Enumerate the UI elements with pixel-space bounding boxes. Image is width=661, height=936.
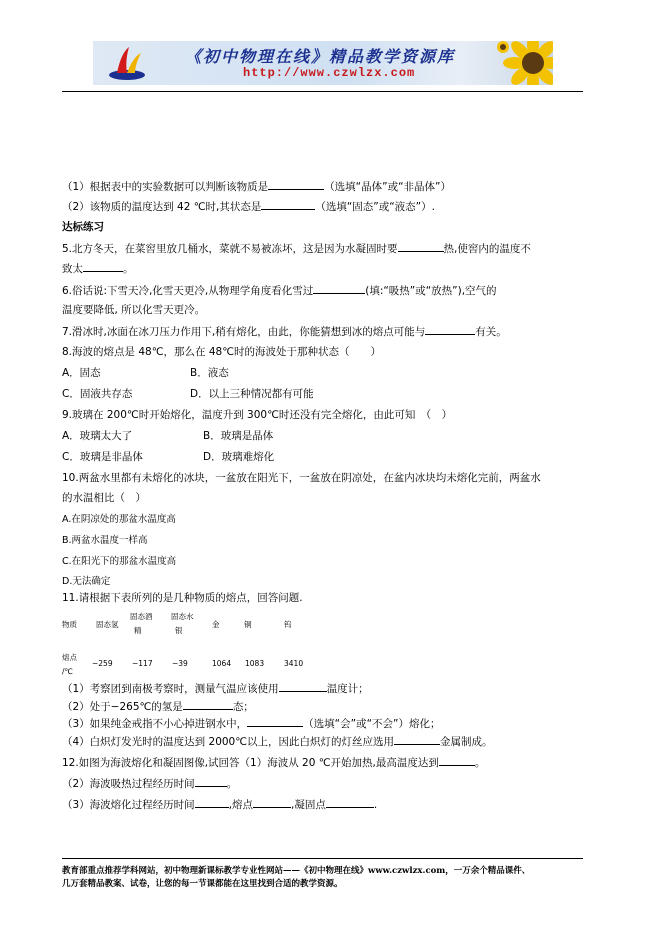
question-12: 12.如图为海波熔化和凝固图像,试回答（1）海波从 20 ℃开始加热,最高温度达到 。 — [62, 757, 486, 769]
site-logo-icon — [107, 43, 147, 83]
table-header-mercury: 固态水 — [171, 612, 194, 621]
q8-option-a: A．固态 — [62, 367, 101, 379]
table-row-unit: /℃ — [62, 667, 73, 676]
question-10: 10.两盆水里都有未熔化的冰块，一盆放在阳光下，一盆放在阴凉处，在盆内冰块均未熔化完前，两盆水 — [62, 472, 541, 484]
q9-option-d: D．玻璃难熔化 — [203, 451, 275, 463]
banner-url: http://www.czwlzx.com — [243, 66, 416, 80]
table-header-alcohol-sub: 精 — [134, 626, 142, 635]
table-cell-gold: 1064 — [212, 659, 232, 668]
q9-option-a: A．玻璃太大了 — [62, 430, 133, 442]
header-rule — [62, 91, 583, 92]
q-part2: （2）该物质的温度达到 42 ℃时,其状态是 （选填“固态”或“液态”）. — [62, 201, 435, 213]
question-5: 5.北方冬天，在菜窖里放几桶水，菜就不易被冻坏，这是因为水凝固时要 热,使窖内的温度不 — [62, 243, 531, 255]
q8-option-c: C．固液共存态 — [62, 388, 133, 400]
q10-option-b: B.两盆水温度一样高 — [62, 535, 148, 546]
q12-part3: （3）海波熔化过程经历时间 ,熔点 ,凝固点 . — [62, 799, 378, 811]
table-header-copper: 铜 — [244, 620, 252, 629]
q11-part1: （1）考察团到南极考察时，测量气温应该使用 温度计； — [62, 683, 369, 695]
q10-option-a: A.在阴凉处的那盆水温度高 — [62, 514, 176, 525]
table-header-substance: 物质 — [62, 620, 77, 629]
question-5-cont: 致太 。 — [62, 263, 134, 275]
q11-part3: （3）如果纯金戒指不小心掉进钢水中， （选填“会”或“不会”）熔化； — [62, 718, 441, 730]
question-6-cont: 温度要降低, 所以化雪天更冷。 — [62, 304, 206, 316]
footer-rule — [62, 858, 583, 859]
section-heading: 达标练习 — [62, 221, 104, 233]
table-cell-hydrogen: −259 — [92, 659, 113, 668]
table-header-hydrogen: 固态氢 — [96, 620, 119, 629]
question-10-cont: 的水温相比（ ） — [62, 492, 146, 504]
question-8: 8.海波的熔点是 48℃，那么在 48℃时的海波处于那种状态（ ） — [62, 346, 381, 358]
q8-option-d: D．以上三种情况都有可能 — [190, 388, 314, 400]
footer-line-1: 教育部重点推荐学科网站，初中物理新课标教学专业性网站——《初中物理在线》www.czwlzx.com，一万余个精品课件、 — [62, 866, 531, 876]
q10-option-c: C.在阳光下的那盆水温度高 — [62, 556, 177, 567]
q11-part4: （4）白炽灯发光时的温度达到 2000℃以上，因此白炽灯的灯丝应选用 金属制成。 — [62, 736, 493, 748]
table-cell-alcohol: −117 — [132, 659, 153, 668]
table-header-tungsten: 钨 — [284, 620, 292, 629]
sunflower-icon — [491, 41, 553, 85]
table-cell-copper: 1083 — [245, 659, 265, 668]
table-row-label: 熔点 — [62, 653, 77, 662]
table-header-gold: 金 — [212, 620, 220, 629]
q11-part2: （2）处于−265℃的氢是 态； — [62, 701, 254, 713]
table-cell-mercury: −39 — [172, 659, 188, 668]
q12-part2: （2）海波吸热过程经历时间 。 — [62, 778, 238, 790]
question-6: 6.俗话说:下雪天冷,化雪天更冷,从物理学角度看化雪过 (填:“吸热”或“放热”),空气的 — [62, 285, 497, 297]
question-7: 7.滑冰时,冰面在冰刀压力作用下,稍有熔化，由此，你能猜想到冰的熔点可能与 有关。 — [62, 326, 507, 338]
q9-option-c: C．玻璃是非晶体 — [62, 451, 143, 463]
table-header-mercury-sub: 银 — [175, 626, 183, 635]
header-banner — [93, 41, 553, 85]
q-part1: （1）根据表中的实验数据可以判断该物质是 （选填“晶体”或“非晶体”） — [62, 181, 451, 193]
q8-option-b: B．液态 — [190, 367, 229, 379]
question-11: 11.请根据下表所列的是几种物质的熔点，回答问题. — [62, 592, 303, 604]
banner-title: 《初中物理在线》精品教学资源库 — [185, 47, 456, 66]
table-cell-tungsten: 3410 — [284, 659, 304, 668]
footer-line-2: 几万套精品教案、试卷，让您的每一节课都能在这里找到合适的教学资源。 — [62, 879, 343, 889]
question-9: 9.玻璃在 200℃时开始熔化，温度升到 300℃时还没有完全熔化，由此可知 （ ） — [62, 409, 453, 421]
q10-option-d: D.无法确定 — [62, 576, 111, 587]
q9-option-b: B．玻璃是晶体 — [203, 430, 274, 442]
table-header-alcohol: 固态酒 — [130, 612, 153, 621]
